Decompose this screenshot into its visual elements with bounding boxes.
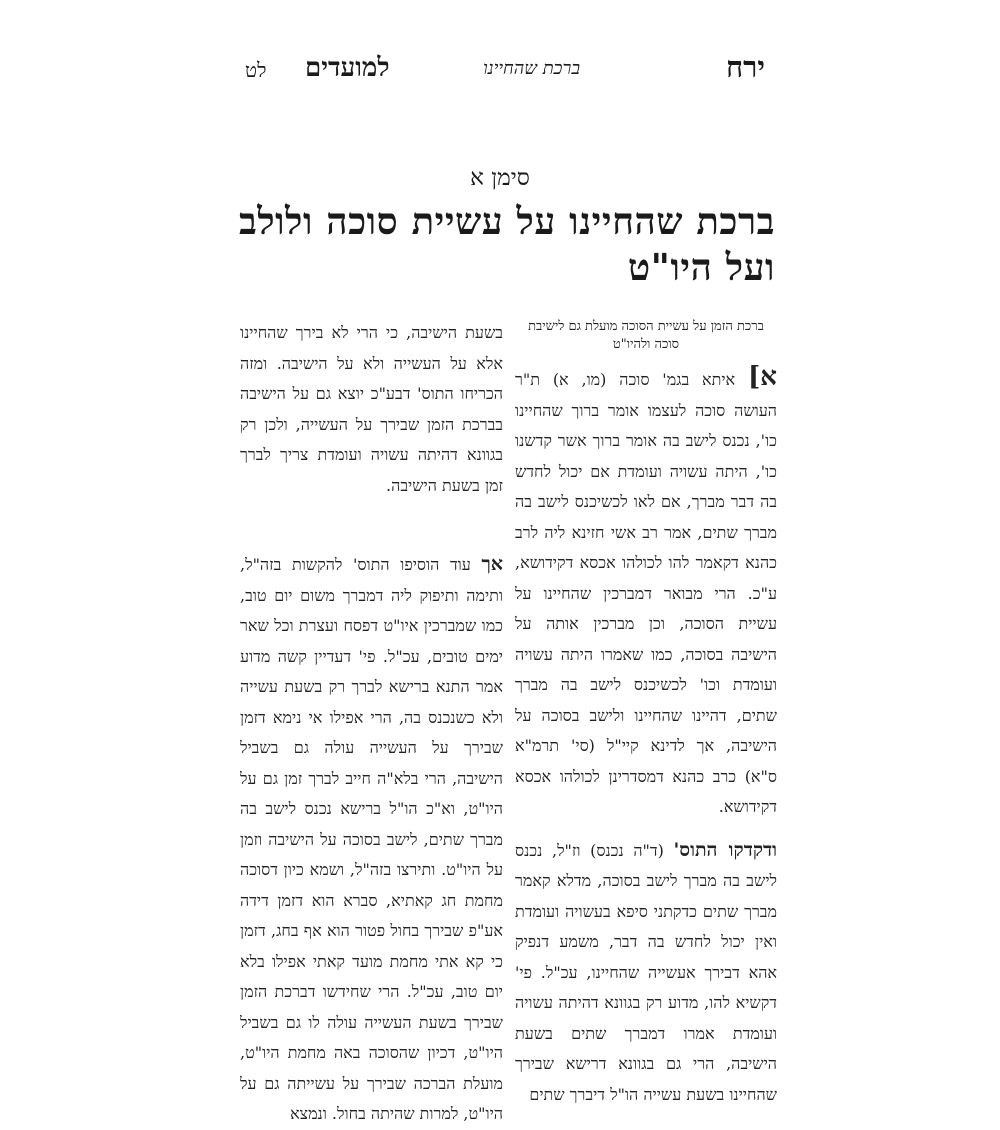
paragraph-3-text: בשעת הישיבה, כי הרי לא בירך שהחיינו אלא על העשייה ולא על הישיבה. ומזה הכריחו התוס' דבע"כ יוצא גם על הישיבה בברכת הזמן שבירך על העשייה, ולכן רק בגוונא דהיתה עשויה ועומדת צריך לברך זמן בשעת הישיבה. <box>240 323 503 495</box>
paragraph-2 <box>515 835 777 1111</box>
side-heading: ברכת הזמן על עשיית הסוכה מועלת גם לישיבת סוכה ולהיו"ט <box>528 319 764 352</box>
paragraph-1-text: איתא בגמ' סוכה (מו, א) ת"ר העושה סוכה לעצמו אומר ברוך שהחיינו כו', נכנס לישב בה אומר ברוך אשר קדשנו כו', היתה עשויה ועומדת אם יכול לחדש בה דבר מברך, אם לאו לכשיכנס לישב בה מברך שתים, אמר רב אשי חזינא ליה לרב כהנא דקאמר להו לכולהו אכסא דקידושא, ע"כ. הרי מבואר דמברכין שהחיינו על עשיית הסוכה, וכן מברכין אותה על הישיבה בסוכה, כמו שאמרו היתה עשויה ועומדת וכו' לכשיכנס לישב בה מברך שתים, דהיינו שהחיינו ולישב בסוכה על הישיבה, אך לדינא קיי"ל (סי' תרמ"א ס"א) כרב כהנא דמסדרינן לכולהו אכסא דקידושא. <box>515 370 777 816</box>
chapter-title-line-1: ברכת שהחיינו על עשיית סוכה ולולב <box>239 199 775 243</box>
paragraph-2-text: (ד"ה נכנס) וז"ל, נכנס לישב בה מברך לישב בסוכה, מדלא קאמר מברך שתים כדקתני סיפא בעשויה ועומדת ואין יכול לחדש בה דבר, משמע דנפיק אהא דבירך אעשייה שהחיינו, עכ"ל. פי' דקשיא להו, מדוע רק בגוונא דהיתה עשויה ועומדת אמרו דמברך שתים בשעת הישיבה, הרי גם בגוונא דרישא שבירך שהחיינו בשעת עשייה הו"ל דיברך שתים <box>515 840 777 1104</box>
chapter-title <box>239 198 775 290</box>
paragraph-4 <box>240 549 503 1130</box>
header-right-word: ירח <box>725 50 765 84</box>
section-marker: א] <box>748 362 777 392</box>
left-column <box>240 318 503 1123</box>
chapter-label: סימן א <box>470 165 530 191</box>
paragraph-2-lead: ודקדקו התוס' <box>673 838 777 861</box>
right-column <box>515 318 777 1104</box>
paragraph-3 <box>240 318 503 501</box>
paragraph-1 <box>515 362 777 823</box>
header-center-text: ברכת שהחיינו <box>483 58 580 79</box>
paragraph-4-lead: אך <box>481 553 503 575</box>
chapter-title-line-2: ועל היו"ט <box>627 245 775 289</box>
header-book-title: למועדים <box>305 53 390 83</box>
running-header <box>245 50 765 90</box>
paragraph-4-text: עוד הוסיפו התוס' להקשות בזה"ל, ותימה ותיפוק ליה דמברך משום יום טוב, כמו שמברכין איו"ט דפסח ועצרת וכל שאר ימים טובים, עכ"ל. פי' דעדיין קשה מדוע אמר התנא ברישא לברך רק בשעת עשייה ולא כשנכנס בה, הרי אפילו אי נימא דזמן שבירך על העשייה עולה גם בשביל הישיבה, הרי בלא"ה חייב לברך זמן גם על היו"ט, וא"כ הו"ל ברישא נכנס לישב בה מברך שתים, לישב בסוכה על הישיבה וזמן על היו"ט. ותירצו בזה"ל, ושמא כיון דסוכה מחמת חג קאתיא, סברא הוא דזמן דידה אע"פ שבירך בחול פטור הוא אף בחג, דזמן כי קא אתי מחמת מועד קאתי אפילו בלא יום טוב, עכ"ל. הרי שחידשו דברכת הזמן שבירך בשעת העשייה עולה לו גם בשביל היו"ט, דכיון שהסוכה באה מחמת היו"ט, מועלת הברכה שבירך על עשייתה גם על היו"ט, למרות שהיתה בחול. ונמצא <box>240 555 503 1123</box>
page-number: לט <box>245 58 267 82</box>
